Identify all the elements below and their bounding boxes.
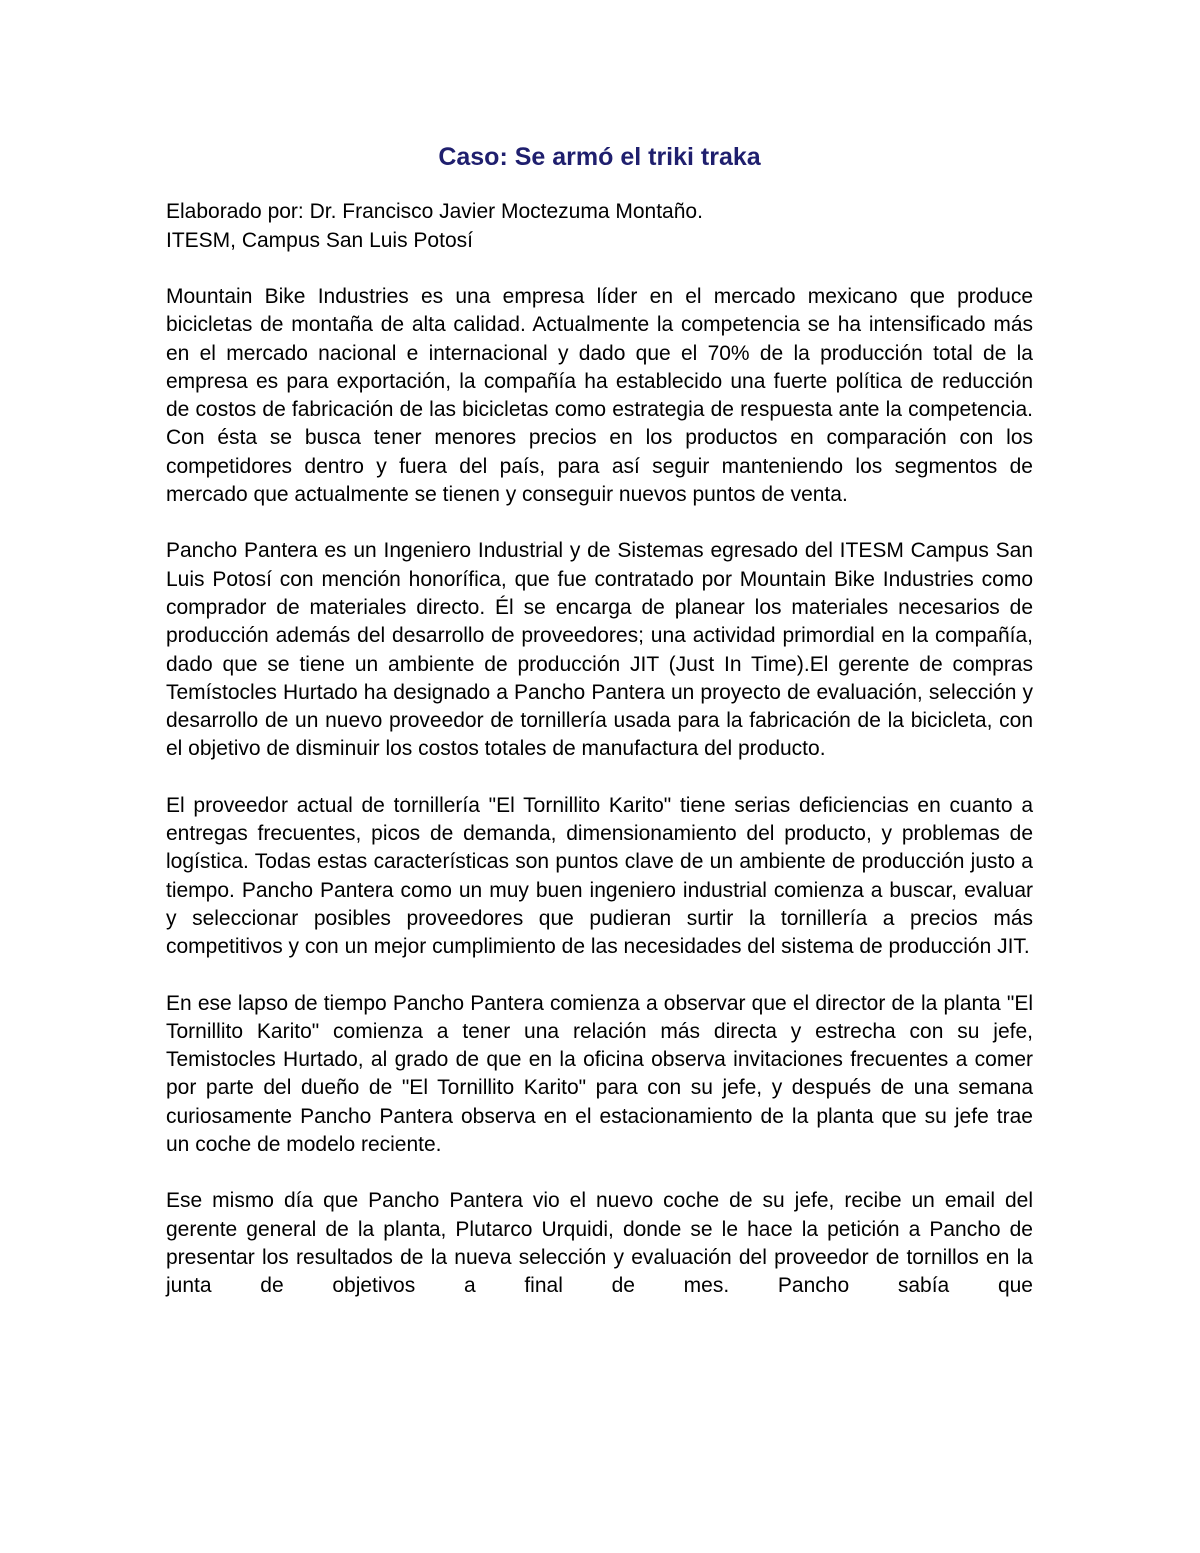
author-line: Elaborado por: Dr. Francisco Javier Moctezuma Montaño.: [166, 200, 703, 223]
paragraph-email: Ese mismo día que Pancho Pantera vio el nuevo coche de su jefe, recibe un email del gerente general de la planta, Plutarco Urquidi, donde se le hace la petición a Pancho de presentar los resultados de la nueva selección y evaluación del proveedor de tornillos en la junta de objetivos a final de mes. Pancho sabía que: [166, 1189, 1033, 1298]
document-page: [166, 140, 1033, 1301]
paragraph-supplier: El proveedor actual de tornillería "El Tornillito Karito" tiene serias deficiencias en cuanto a entregas frecuentes, picos de demanda, dimensionamiento del producto, y problemas de logística. Todas estas características son puntos clave de un ambiente de producción justo a tiempo. Pancho Pantera como un muy buen ingeniero industrial comienza a buscar, evaluar y seleccionar posibles proveedores que pudieran surtir la tornillería a precios más competitivos y con un mejor cumplimiento de las necesidades del sistema de producción JIT.: [166, 793, 1033, 959]
document-title: Caso: Se armó el triki traka: [438, 143, 761, 171]
paragraph-pancho: Pancho Pantera es un Ingeniero Industrial y de Sistemas egresado del ITESM Campus San Luis Potosí con mención honorífica, que fue contratado por Mountain Bike Industries como comprador de materiales directo. Él se encarga de planear los materiales necesarios de producción además del desarrollo de proveedores; una actividad primordial en la compañía, dado que se tiene un ambiente de producción JIT (Just In Time).El gerente de compras Temístocles Hurtado ha designado a Pancho Pantera un proyecto de evaluación, selección y desarrollo de un nuevo proveedor de tornillería usada para la fabricación de la bicicleta, con el objetivo de disminuir los costos totales de manufactura del producto.: [166, 539, 1033, 761]
paragraph-intro: Mountain Bike Industries es una empresa líder en el mercado mexicano que produce bicicletas de montaña de alta calidad. Actualmente la competencia se ha intensificado más en el mercado nacional e internacional y dado que el 70% de la producción total de la empresa es para exportación, la compañía ha establecido una fuerte política de reducción de costos de fabricación de las bicicletas como estrategia de respuesta ante la competencia. Con ésta se busca tener menores precios en los productos en comparación con los competidores dentro y fuera del país, para así seguir manteniendo los segmentos de mercado que actualmente se tienen y conseguir nuevos puntos de venta.: [166, 285, 1033, 507]
author-block: [166, 198, 1033, 255]
institution-line: ITESM, Campus San Luis Potosí: [166, 228, 473, 252]
paragraph-relationship: En ese lapso de tiempo Pancho Pantera comienza a observar que el director de la planta "El Tornillito Karito" comienza a tener una relación más directa y estrecha con su jefe, Temistocles Hurtado, al grado de que en la oficina observa invitaciones frecuentes a comer por parte del dueño de "El Tornillito Karito" para con su jefe, y después de una semana curiosamente Pancho Pantera observa en el estacionamiento de la planta que su jefe trae un coche de modelo reciente.: [166, 991, 1033, 1157]
